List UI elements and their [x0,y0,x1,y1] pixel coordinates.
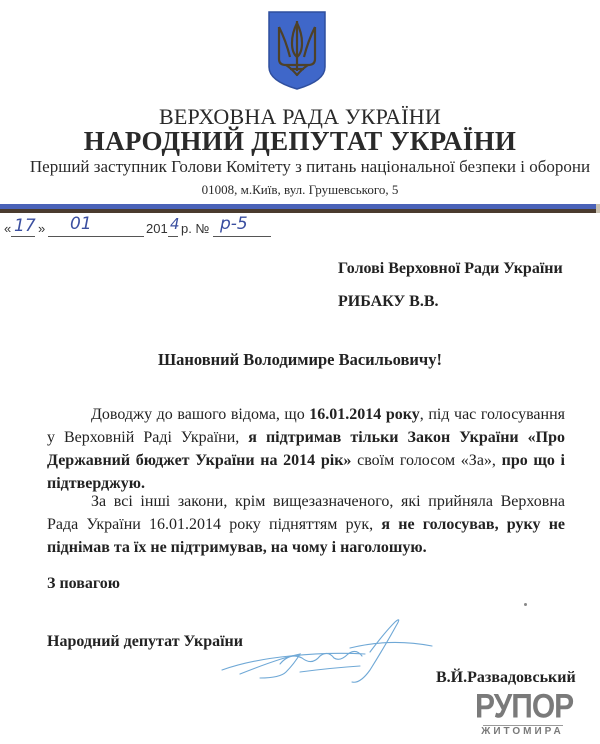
watermark-logo [475,687,574,742]
p1-text-1: Доводжу до вашого відома, що [91,406,310,423]
open-quote: « [4,221,12,236]
watermark-main: РУПОР [475,687,574,726]
letterhead-position: Перший заступник Голови Комітету з питань національної безпеки і оборони [29,157,591,176]
registration-number: р-5 [220,214,248,234]
day-underline [11,236,35,237]
coat-of-arms-icon [266,9,328,91]
body-paragraph-1 [47,403,565,495]
number-label: р. № [181,221,210,236]
p2-text-1: За всі інші закони, крім вищезазначеного, які прийняла Верховна Рада України 16.01.2014 року підняттям рук, [47,493,565,533]
closing-regards: З повагою [47,575,120,592]
p1-text-2: , під час голосування у Верховній Раді України, [47,406,566,446]
ink-dot [524,603,527,606]
registration-day: 17 [14,216,36,236]
signer-name: В.Й.Развадовський [436,669,576,686]
salutation: Шановний Володимире Васильовичу! [158,350,442,369]
p1-bold-confirm: про що і підтверджую. [47,452,565,492]
year-digit: 4 [170,215,180,233]
header-band-dark [0,209,596,213]
signer-position: Народний депутат України [47,633,243,650]
year-underline [168,236,178,237]
year-prefix: 201 [146,221,168,236]
p2-bold-statement: я не голосував, руку не піднімав та їх не підтримував, на чому і наголошую. [47,516,566,556]
p1-text-3: своїм голосом «За», [351,452,502,469]
watermark-sub: ЖИТОМИРА [481,726,564,737]
p1-bold-date: 16.01.2014 року [309,406,420,423]
letterhead-parliament: ВЕРХОВНА РАДА УКРАЇНИ [159,104,441,129]
header-band-edge [596,204,600,213]
body-paragraph-2 [47,490,565,559]
close-quote: » [38,221,46,236]
letterhead-title: НАРОДНИЙ ДЕПУТАТ УКРАЇНИ [83,126,517,156]
letterhead-address: 01008, м.Київ, вул. Грушевського, 5 [201,182,399,197]
addressee-position: Голові Верховної Ради України [338,260,563,277]
month-underline [48,236,144,237]
p1-bold-support: я підтримав тільки Закон України «Про Державний бюджет України на 2014 рік» [47,429,565,469]
handwritten-signature [220,612,460,692]
number-underline [213,236,271,237]
registration-month: 01 [70,214,92,234]
addressee-name: РИБАКУ В.В. [338,293,439,310]
